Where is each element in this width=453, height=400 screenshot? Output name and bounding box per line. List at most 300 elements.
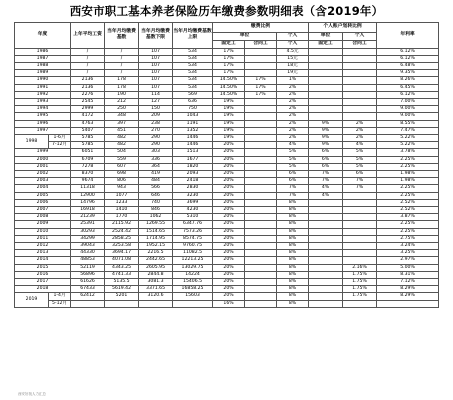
year-cell: 1998 <box>15 134 49 148</box>
value-cell: 107 <box>139 62 173 69</box>
value-cell: 7% <box>277 185 309 192</box>
value-cell <box>245 55 277 62</box>
interest-cell: 2.75% <box>377 235 439 242</box>
header-fixed: 固定工 <box>213 40 245 48</box>
value-cell <box>139 300 173 307</box>
value-cell: 4.5元 <box>277 48 309 55</box>
value-cell: 2% <box>343 134 377 141</box>
year-cell: 2000 <box>15 156 71 163</box>
header-base-upper: 当年月均缴费基数 <box>105 23 139 49</box>
value-cell: / <box>105 62 139 69</box>
interest-cell: 7.00% <box>377 98 439 105</box>
value-cell: 5% <box>277 149 309 156</box>
interest-cell: 5.22% <box>377 134 439 141</box>
value-cell: 5201 <box>105 293 139 300</box>
value-cell: 212 <box>105 98 139 105</box>
value-cell: 62412 <box>71 293 105 300</box>
value-cell: 16858.25 <box>173 286 213 293</box>
value-cell: 2276 <box>71 91 105 98</box>
value-cell: 5619.42 <box>105 286 139 293</box>
table-row <box>15 134 439 141</box>
value-cell <box>309 271 343 278</box>
value-cell: 1514.65 <box>139 228 173 235</box>
value-cell: 20% <box>213 250 245 257</box>
interest-cell: 2.25% <box>377 221 439 228</box>
value-cell: 190 <box>105 91 139 98</box>
value-cell: 1.75% <box>343 279 377 286</box>
value-cell: 178 <box>105 77 139 84</box>
year-cell: 1997 <box>15 127 71 134</box>
value-cell: 9% <box>309 134 343 141</box>
value-cell: 5% <box>343 149 377 156</box>
value-cell <box>343 55 377 62</box>
value-cell: 20% <box>213 170 245 177</box>
value-cell: 1446 <box>173 134 213 141</box>
table-row <box>15 286 439 293</box>
year-cell: 2009 <box>15 221 71 228</box>
value-cell: 806 <box>105 178 139 185</box>
value-cell <box>173 300 213 307</box>
value-cell: 15元 <box>277 55 309 62</box>
value-cell: 4071.08 <box>105 257 139 264</box>
table-row <box>15 293 439 300</box>
value-cell: 3699 <box>173 199 213 206</box>
value-cell: 107 <box>139 48 173 55</box>
value-cell: 1513 <box>173 149 213 156</box>
value-cell: 3694.17 <box>105 250 139 257</box>
value-cell <box>105 300 139 307</box>
year-cell: 2016 <box>15 271 71 278</box>
value-cell: 8% <box>277 206 309 213</box>
value-cell <box>309 250 343 257</box>
value-cell: 1.75% <box>343 271 377 278</box>
value-cell: 4% <box>309 185 343 192</box>
value-cell: 397 <box>105 120 139 127</box>
header-personal2: 个人 <box>343 32 377 40</box>
value-cell: 8% <box>277 221 309 228</box>
interest-cell: 3.78% <box>377 149 439 156</box>
value-cell <box>309 48 343 55</box>
value-cell: 4% <box>309 192 343 199</box>
value-cell <box>309 106 343 113</box>
period-cell: 1-4月 <box>49 293 71 300</box>
value-cell: 17% <box>213 62 245 69</box>
period-cell: 1-6月 <box>49 134 71 141</box>
footnote: 西安好找人力汇总 <box>18 392 46 396</box>
header-personal-account: 个人账户划转比例 <box>309 23 377 33</box>
header-contrib-ratio: 缴费比例 <box>213 23 309 33</box>
value-cell <box>343 62 377 69</box>
value-cell: 636 <box>173 98 213 105</box>
value-cell: 20% <box>213 264 245 271</box>
table-row <box>15 279 439 286</box>
value-cell: 2216.5 <box>139 250 173 257</box>
value-cell: 7% <box>343 178 377 185</box>
value-cell <box>245 48 277 55</box>
value-cell <box>343 91 377 98</box>
year-cell: 2014 <box>15 257 71 264</box>
year-cell: 1986 <box>15 48 71 55</box>
table-row <box>15 214 439 221</box>
value-cell: 9% <box>309 120 343 127</box>
year-cell: 2013 <box>15 250 71 257</box>
value-cell: 25391 <box>71 221 105 228</box>
table-row <box>15 242 439 249</box>
value-cell: / <box>105 70 139 77</box>
value-cell <box>309 113 343 120</box>
table-row <box>15 300 439 307</box>
interest-cell: 8.29% <box>377 293 439 300</box>
page-title: 西安市职工基本养老保险历年缴费参数明细表（含2019年） <box>69 4 384 18</box>
value-cell: 209 <box>139 113 173 120</box>
value-cell: 21239 <box>71 214 105 221</box>
value-cell: 19% <box>213 106 245 113</box>
value-cell: 44330 <box>71 250 105 257</box>
value-cell: 750 <box>173 106 213 113</box>
value-cell: 67433 <box>71 286 105 293</box>
interest-cell: 2.25% <box>377 163 439 170</box>
value-cell: 19% <box>213 113 245 120</box>
value-cell: 56896 <box>71 271 105 278</box>
interest-cell: 6.48% <box>377 62 439 69</box>
table-row <box>15 264 439 271</box>
value-cell: 9674 <box>71 178 105 185</box>
value-cell: 48853 <box>71 257 105 264</box>
interest-cell: 3.87% <box>377 214 439 221</box>
value-cell: 534 <box>173 77 213 84</box>
interest-cell: 8.31% <box>377 271 439 278</box>
value-cell: 16918 <box>71 206 105 213</box>
value-cell: 107 <box>139 77 173 84</box>
interest-cell: 8.55% <box>377 120 439 127</box>
value-cell: 2% <box>277 120 309 127</box>
interest-cell: 7.47% <box>377 127 439 134</box>
table-row <box>15 206 439 213</box>
value-cell <box>245 178 277 185</box>
year-cell: 2002 <box>15 170 71 177</box>
value-cell: 17% <box>245 84 277 91</box>
value-cell <box>309 300 343 307</box>
value-cell: 1770 <box>105 214 139 221</box>
value-cell: 52119 <box>71 264 105 271</box>
value-cell: 6709 <box>71 156 105 163</box>
value-cell: 18元 <box>277 62 309 69</box>
value-cell <box>245 127 277 134</box>
value-cell <box>245 163 277 170</box>
value-cell: 4172 <box>71 113 105 120</box>
value-cell: 419 <box>139 170 173 177</box>
value-cell: / <box>105 48 139 55</box>
interest-cell: 2.52% <box>377 199 439 206</box>
value-cell: 8% <box>277 300 309 307</box>
table-row <box>15 98 439 105</box>
header-base-upper2: 当年月均缴费基数上限 <box>173 23 213 49</box>
value-cell: 11318 <box>71 185 105 192</box>
table-row <box>15 257 439 264</box>
value-cell: 5% <box>277 163 309 170</box>
contribution-table <box>14 22 439 308</box>
year-cell: 2005 <box>15 192 71 199</box>
value-cell: 4230 <box>173 206 213 213</box>
value-cell: 20% <box>213 293 245 300</box>
value-cell: 19% <box>213 120 245 127</box>
table-row <box>15 170 439 177</box>
value-cell: 8370 <box>71 170 105 177</box>
year-cell: 2008 <box>15 214 71 221</box>
value-cell: 19% <box>213 134 245 141</box>
value-cell: 1446 <box>173 142 213 149</box>
interest-cell: 7.12% <box>377 279 439 286</box>
value-cell <box>309 293 343 300</box>
header-fixed2: 固定工 <box>309 40 343 48</box>
value-cell: 20% <box>213 228 245 235</box>
value-cell: 646 <box>139 192 173 199</box>
value-cell: 8% <box>277 264 309 271</box>
interest-cell: 2.25% <box>377 192 439 199</box>
value-cell: 846 <box>139 206 173 213</box>
value-cell: 5% <box>277 156 309 163</box>
value-cell: 1233 <box>105 199 139 206</box>
value-cell <box>343 70 377 77</box>
table-row <box>15 120 439 127</box>
value-cell: 9760.75 <box>173 242 213 249</box>
value-cell <box>309 279 343 286</box>
interest-cell: 3.24% <box>377 242 439 249</box>
value-cell: 9% <box>309 142 343 149</box>
header-contract: 合同工 <box>245 40 277 48</box>
value-cell: 9% <box>309 127 343 134</box>
value-cell <box>245 221 277 228</box>
header-year: 年度 <box>15 23 71 49</box>
value-cell: 2% <box>277 106 309 113</box>
value-cell <box>309 199 343 206</box>
value-cell: 2% <box>277 134 309 141</box>
value-cell: 127 <box>139 98 173 105</box>
value-cell: 6% <box>277 178 309 185</box>
interest-cell: 9.00% <box>377 113 439 120</box>
value-cell <box>245 192 277 199</box>
value-cell: 8% <box>277 271 309 278</box>
year-cell: 1993 <box>15 98 71 105</box>
value-cell: / <box>71 55 105 62</box>
value-cell: 30293 <box>71 228 105 235</box>
value-cell <box>309 235 343 242</box>
value-cell: 270 <box>139 127 173 134</box>
value-cell <box>343 192 377 199</box>
value-cell: 2093 <box>173 170 213 177</box>
value-cell: 6% <box>309 163 343 170</box>
value-cell <box>343 106 377 113</box>
value-cell: 7% <box>309 178 343 185</box>
value-cell: 336 <box>139 156 173 163</box>
year-cell: 2006 <box>15 199 71 206</box>
value-cell <box>309 214 343 221</box>
value-cell: 1.75% <box>343 293 377 300</box>
interest-cell: 6.12% <box>377 48 439 55</box>
value-cell <box>309 70 343 77</box>
value-cell <box>309 242 343 249</box>
value-cell: 6% <box>277 170 309 177</box>
value-cell: 8574.75 <box>173 235 213 242</box>
table-row <box>15 77 439 84</box>
year-cell: 2007 <box>15 206 71 213</box>
value-cell <box>245 293 277 300</box>
value-cell: 16% <box>213 300 245 307</box>
value-cell: 20% <box>213 242 245 249</box>
header-personal: 个人 <box>277 32 309 40</box>
interest-cell: 2.25% <box>377 156 439 163</box>
value-cell: 559 <box>105 156 139 163</box>
value-cell: 484 <box>139 178 173 185</box>
value-cell: 1.75% <box>343 286 377 293</box>
value-cell: 1062 <box>139 214 173 221</box>
value-cell: 7% <box>277 192 309 199</box>
value-cell: 12900 <box>71 192 105 199</box>
value-cell: 504 <box>105 149 139 156</box>
value-cell: 20% <box>213 142 245 149</box>
value-cell <box>245 156 277 163</box>
value-cell: 2844.8 <box>139 271 173 278</box>
value-cell: 14.50% <box>213 77 245 84</box>
value-cell: 2% <box>343 127 377 134</box>
year-cell: 1989 <box>15 70 71 77</box>
value-cell: 17% <box>213 55 245 62</box>
interest-cell: 2.97% <box>377 257 439 264</box>
table-row <box>15 113 439 120</box>
interest-cell: 9.00% <box>377 106 439 113</box>
value-cell <box>343 48 377 55</box>
value-cell: 740 <box>139 199 173 206</box>
header-avg-wage: 上年平均工资 <box>71 23 105 49</box>
table-row <box>15 235 439 242</box>
year-cell: 2003 <box>15 178 71 185</box>
header-contract2: 合同工 <box>343 40 377 48</box>
header-unit: 单位 <box>213 32 277 40</box>
year-cell: 2012 <box>15 242 71 249</box>
value-cell: 14224 <box>173 271 213 278</box>
value-cell <box>245 142 277 149</box>
value-cell: 5135.5 <box>105 279 139 286</box>
value-cell: 2830 <box>173 185 213 192</box>
value-cell: 150 <box>139 106 173 113</box>
value-cell <box>309 206 343 213</box>
value-cell: 114 <box>139 91 173 98</box>
value-cell: 2% <box>277 127 309 134</box>
table-row <box>15 127 439 134</box>
value-cell <box>343 98 377 105</box>
value-cell: / <box>105 55 139 62</box>
value-cell <box>343 235 377 242</box>
value-cell: 20% <box>213 149 245 156</box>
value-cell: 20% <box>213 257 245 264</box>
value-cell <box>245 250 277 257</box>
value-cell: 1714.95 <box>139 235 173 242</box>
value-cell: / <box>71 62 105 69</box>
value-cell <box>245 185 277 192</box>
value-cell: 39043 <box>71 242 105 249</box>
period-cell: 5-12月 <box>49 300 71 307</box>
value-cell: 1191 <box>173 120 213 127</box>
interest-cell: 5.22% <box>377 142 439 149</box>
interest-cell: 2.25% <box>377 185 439 192</box>
year-cell: 1999 <box>15 149 71 156</box>
value-cell <box>245 170 277 177</box>
value-cell: 4343.25 <box>105 264 139 271</box>
value-cell <box>245 214 277 221</box>
value-cell: 3371.65 <box>139 286 173 293</box>
value-cell: 20% <box>213 286 245 293</box>
value-cell: 8% <box>277 228 309 235</box>
value-cell <box>245 62 277 69</box>
value-cell: 19% <box>213 98 245 105</box>
value-cell: 5785 <box>71 134 105 141</box>
value-cell: 290 <box>139 134 173 141</box>
value-cell: 8% <box>277 250 309 257</box>
value-cell <box>245 149 277 156</box>
value-cell: 290 <box>139 142 173 149</box>
value-cell <box>245 70 277 77</box>
value-cell: 303 <box>139 149 173 156</box>
year-cell: 2018 <box>15 286 71 293</box>
value-cell: 7% <box>343 185 377 192</box>
value-cell: 2524.42 <box>105 228 139 235</box>
table-row <box>15 70 439 77</box>
value-cell: 2136 <box>71 77 105 84</box>
value-cell: 19元 <box>277 70 309 77</box>
value-cell: 534 <box>173 48 213 55</box>
table-row <box>15 55 439 62</box>
value-cell <box>245 257 277 264</box>
value-cell: 5407 <box>71 127 105 134</box>
value-cell <box>309 55 343 62</box>
value-cell: 3253.58 <box>105 242 139 249</box>
value-cell: 2.16% <box>343 264 377 271</box>
year-cell: 2019 <box>15 293 49 307</box>
value-cell <box>309 221 343 228</box>
table-row <box>15 48 439 55</box>
value-cell: 348 <box>105 113 139 120</box>
value-cell: 8% <box>277 286 309 293</box>
value-cell: 14796 <box>71 199 105 206</box>
value-cell: 1410 <box>105 206 139 213</box>
value-cell <box>343 214 377 221</box>
value-cell: 12213.25 <box>173 257 213 264</box>
value-cell: 943 <box>105 185 139 192</box>
value-cell: 4741.33 <box>105 271 139 278</box>
interest-cell: 6.12% <box>377 91 439 98</box>
value-cell <box>343 257 377 264</box>
header-personal3: 个人 <box>277 40 309 48</box>
value-cell <box>245 206 277 213</box>
value-cell: 534 <box>173 62 213 69</box>
value-cell: 107 <box>139 70 173 77</box>
value-cell: 15603 <box>173 293 213 300</box>
table-body <box>15 48 439 307</box>
value-cell: 238 <box>139 120 173 127</box>
interest-cell: 8.26% <box>377 77 439 84</box>
value-cell: 4% <box>277 142 309 149</box>
value-cell: 2858.25 <box>105 235 139 242</box>
value-cell: 5310 <box>173 214 213 221</box>
value-cell: 20% <box>213 271 245 278</box>
table-row <box>15 149 439 156</box>
value-cell <box>245 98 277 105</box>
value-cell: 6051 <box>71 149 105 156</box>
value-cell: 1952.15 <box>139 242 173 249</box>
value-cell: 2% <box>277 98 309 105</box>
value-cell <box>245 242 277 249</box>
value-cell: 4763 <box>71 120 105 127</box>
